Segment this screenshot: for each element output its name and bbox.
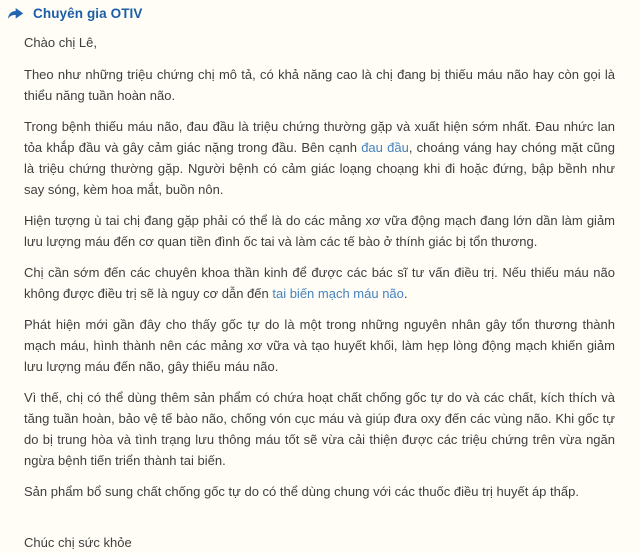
reply-arrow-icon — [7, 7, 24, 20]
greeting-text: Chào chị Lê, — [24, 35, 97, 50]
expert-name: Chuyên gia OTIV — [33, 6, 143, 21]
text-segment: Theo như những triệu chứng chị mô tả, có khả năng cao là chị đang bị thiếu máu não hay còn gọi là thiểu năng tuần hoàn não. — [24, 67, 615, 103]
paragraph — [24, 314, 615, 377]
paragraph — [24, 387, 615, 471]
text-segment: Vì thế, chị có thể dùng thêm sản phẩm có chứa hoạt chất chống gốc tự do và các chất, kích thích và tăng tuần hoàn, bảo vệ tế bào não, chống vón cục máu và giúp đưa oxy đến các vùng não. Khi gốc tự do bị trung hòa và tình trạng lưu thông máu tốt sẽ vừa cải thiện được các triệu chứng trên vừa ngăn ngừa bệnh tiến triển thành tai biến. — [24, 390, 615, 468]
paragraph — [24, 64, 615, 106]
paragraph — [24, 262, 615, 304]
paragraph — [24, 116, 615, 200]
text-segment: Chị cần sớm đến các chuyên khoa thần kinh để được các bác sĩ tư vấn điều trị. Nếu thiếu máu não không được điều trị sẽ là nguy cơ dẫn đến — [24, 265, 615, 301]
text-segment: Sản phẩm bổ sung chất chống gốc tự do có thể dùng chung với các thuốc điều trị huyết áp thấp. — [24, 484, 579, 499]
paragraph — [24, 210, 615, 252]
closing-text: Chúc chị sức khỏe — [24, 535, 132, 550]
text-segment: . — [403, 286, 408, 301]
text-segment: Trong bệnh thiếu máu não, đau đầu là triệu chứng thường gặp và xuất hiện sớm nhất. Đau nhức lan tỏa khắp đầu và gây cảm giác nặng trong đầu. Bên cạnh — [24, 119, 615, 155]
inline-link[interactable]: tai biến mạch máu não — [272, 286, 404, 301]
text-segment: Hiện tượng ù tai chị đang gặp phải có thể là do các mảng xơ vữa động mạch đang lớn dần làm giảm lưu lượng máu đến cơ quan tiền đình ốc tai và làm các tế bào ở thính giác bị tổn thương. — [24, 213, 615, 249]
message-body — [24, 64, 615, 502]
text-segment: , choáng váng hay chóng mặt cũng là triệu chứng thường gặp. Người bệnh có cảm giác loạng choạng khi đi hoặc đứng, bập bềnh như say sóng, kèm hoa mắt, buồn nôn. — [24, 140, 615, 197]
inline-link[interactable]: đau đầu — [361, 140, 409, 155]
expert-header — [7, 6, 615, 21]
paragraph — [24, 481, 615, 502]
text-segment: Phát hiện mới gần đây cho thấy gốc tự do là một trong những nguyên nhân gây tổn thương thành mạch máu, hình thành nên các mảng xơ vữa và tạo huyết khối, làm hẹp lòng động mạch khiến giảm lưu lượng máu đến não, gây thiếu máu não. — [24, 317, 615, 374]
